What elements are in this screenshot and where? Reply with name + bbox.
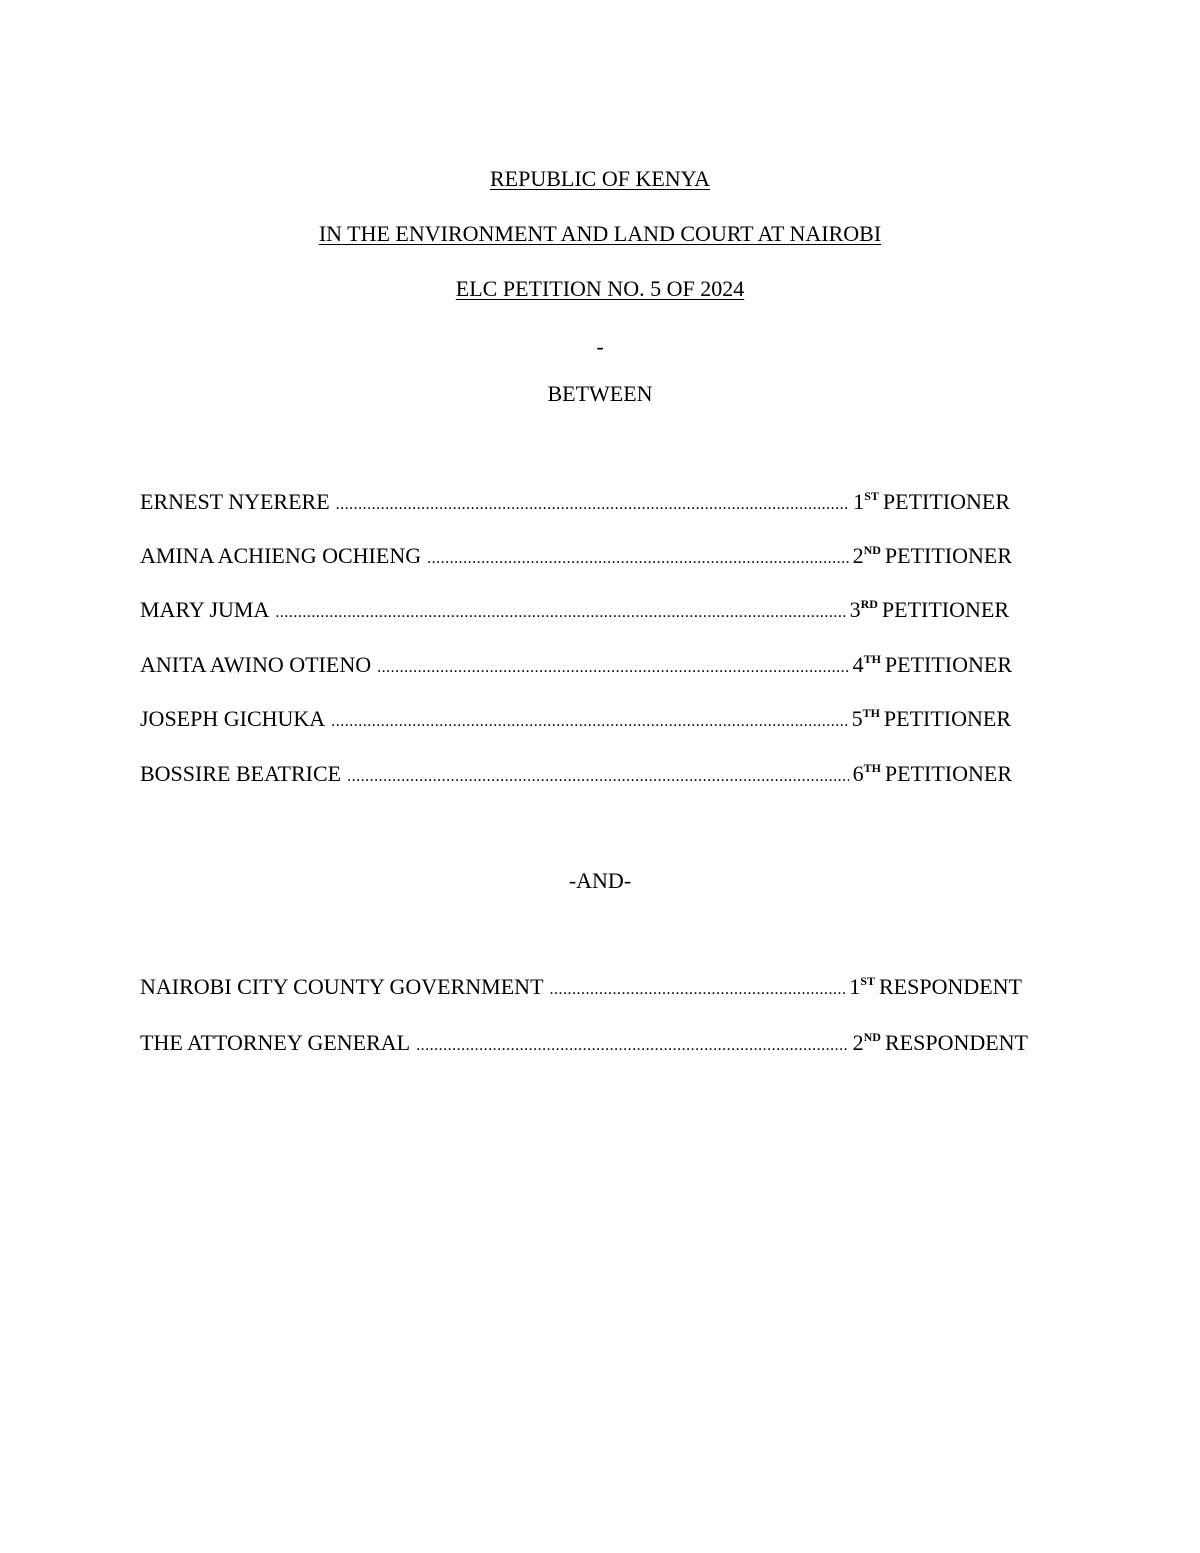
role-label: PETITIONER (882, 489, 1010, 514)
dot-leader (347, 763, 848, 791)
petitioner-role (853, 651, 1012, 679)
ordinal-suffix: ND (863, 1030, 881, 1044)
role-label: RESPONDENT (878, 974, 1022, 999)
petitioner-name: ANITA AWINO OTIENO (140, 652, 372, 677)
court-heading: IN THE ENVIRONMENT AND LAND COURT AT NAIROBI (318, 221, 882, 246)
ordinal-number: 4 (852, 652, 864, 677)
ordinal-number: 3 (849, 597, 861, 622)
between-label: BETWEEN (547, 381, 653, 406)
dot-leader (377, 654, 848, 682)
petitioner-row (140, 542, 1012, 573)
ordinal-suffix: ST (860, 974, 875, 988)
ordinal-number: 2 (852, 543, 864, 568)
dot-leader (275, 599, 845, 627)
ordinal-number: 6 (852, 761, 864, 786)
respondent-role (853, 1029, 1028, 1057)
ordinal-number: 1 (853, 489, 865, 514)
ordinal-suffix: RD (860, 597, 878, 611)
republic-heading: REPUBLIC OF KENYA (489, 166, 711, 191)
petitioner-name: BOSSIRE BEATRICE (140, 761, 342, 786)
case-number-heading: ELC PETITION NO. 5 OF 2024 (455, 276, 745, 301)
respondent-row (140, 973, 1022, 1004)
respondent-row (140, 1029, 1028, 1060)
petitioner-role (852, 705, 1011, 733)
petitioner-name: ERNEST NYERERE (140, 489, 330, 514)
dot-leader (331, 708, 847, 736)
role-label: PETITIONER (881, 597, 1009, 622)
ordinal-number: 2 (852, 1030, 864, 1055)
respondent-role (849, 973, 1022, 1001)
dot-leader (336, 491, 850, 519)
role-label: PETITIONER (884, 652, 1012, 677)
ordinal-number: 5 (851, 706, 863, 731)
petitioner-role (850, 596, 1009, 624)
dot-leader (427, 545, 848, 573)
dot-leader (416, 1032, 849, 1060)
petitioner-row (140, 705, 1011, 736)
petitioner-name: MARY JUMA (140, 597, 270, 622)
ordinal-number: 1 (849, 974, 861, 999)
dash-separator: - (596, 334, 604, 359)
ordinal-suffix: TH (863, 652, 881, 666)
ordinal-suffix: TH (863, 761, 881, 775)
and-separator: -AND- (568, 868, 632, 893)
role-label: PETITIONER (884, 543, 1012, 568)
petitioner-row (140, 488, 1010, 519)
petitioner-row (140, 596, 1009, 627)
ordinal-suffix: ST (864, 489, 879, 503)
petitioner-row (140, 651, 1012, 682)
respondent-name: THE ATTORNEY GENERAL (140, 1030, 411, 1055)
petitioner-name: AMINA ACHIENG OCHIENG (140, 543, 422, 568)
role-label: PETITIONER (883, 706, 1011, 731)
petitioner-role (853, 542, 1012, 570)
ordinal-suffix: TH (862, 706, 880, 720)
petitioner-role (853, 760, 1012, 788)
dot-leader (550, 976, 846, 1004)
respondent-name: NAIROBI CITY COUNTY GOVERNMENT (140, 974, 544, 999)
ordinal-suffix: ND (863, 543, 881, 557)
role-label: PETITIONER (884, 761, 1012, 786)
role-label: RESPONDENT (884, 1030, 1028, 1055)
petitioner-role (853, 488, 1010, 516)
petitioner-name: JOSEPH GICHUKA (140, 706, 326, 731)
petitioner-row (140, 760, 1012, 791)
